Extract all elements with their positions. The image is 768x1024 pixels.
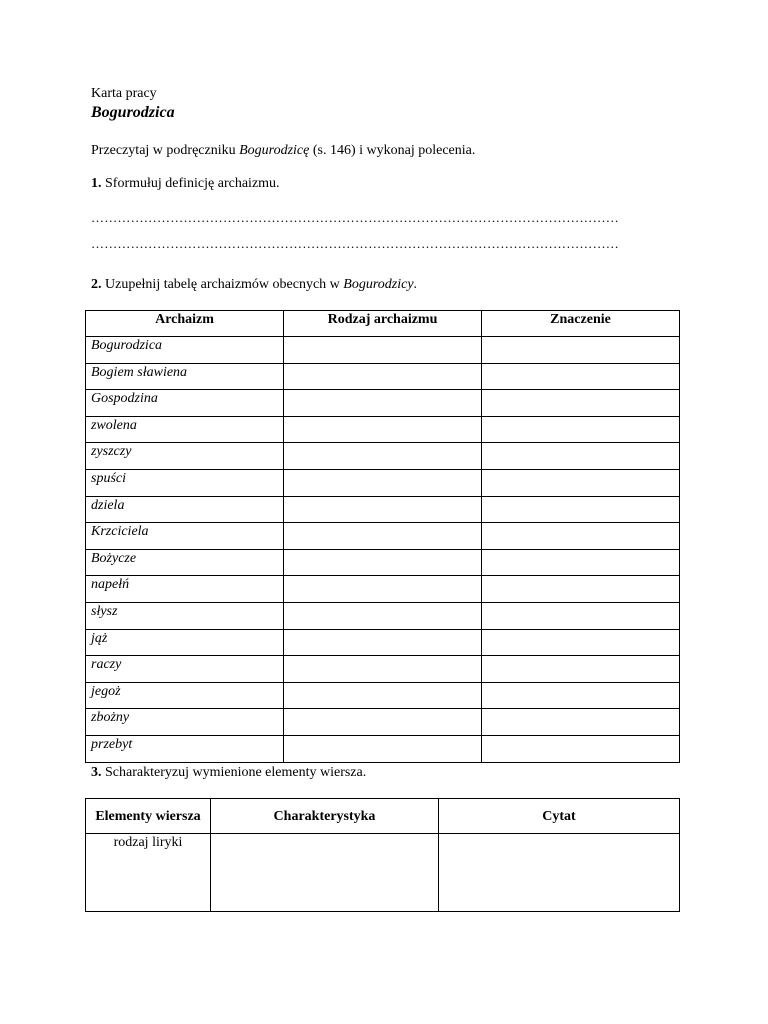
header-quote: Cytat — [439, 799, 680, 834]
type-cell[interactable] — [284, 496, 482, 523]
table-row — [86, 682, 680, 709]
type-cell[interactable] — [284, 443, 482, 470]
meaning-cell[interactable] — [482, 337, 680, 364]
task-3-instruction: 3. Scharakteryzuj wymienione elementy wiersza. — [91, 765, 367, 780]
meaning-cell[interactable] — [482, 629, 680, 656]
archaism-cell: zbożny — [86, 709, 284, 736]
type-cell[interactable] — [284, 682, 482, 709]
type-cell[interactable] — [284, 602, 482, 629]
table-row — [86, 496, 680, 523]
type-cell[interactable] — [284, 629, 482, 656]
type-cell[interactable] — [284, 549, 482, 576]
type-cell[interactable] — [284, 523, 482, 550]
type-cell[interactable] — [284, 709, 482, 736]
meaning-cell[interactable] — [482, 496, 680, 523]
header-archaism-type: Rodzaj archaizmu — [284, 311, 482, 337]
answer-line-1[interactable]: ………………………………………………………………………………………………………… — [91, 210, 619, 225]
intro-instruction: Przeczytaj w podręczniku Bogurodzicę (s. 146) i wykonaj polecenia. — [91, 143, 476, 158]
type-cell[interactable] — [284, 656, 482, 683]
meaning-cell[interactable] — [482, 709, 680, 736]
table-row — [86, 834, 680, 912]
answer-line-2[interactable]: ………………………………………………………………………………………………………… — [91, 236, 619, 251]
page-title: Bogurodzica — [91, 104, 175, 121]
archaism-cell: dziela — [86, 496, 284, 523]
archaism-cell: Gospodzina — [86, 390, 284, 417]
table-row — [86, 709, 680, 736]
type-cell[interactable] — [284, 416, 482, 443]
type-cell[interactable] — [284, 469, 482, 496]
characteristics-cell[interactable] — [211, 834, 439, 912]
type-cell[interactable] — [284, 576, 482, 603]
table-row — [86, 602, 680, 629]
table-row — [86, 443, 680, 470]
table-row — [86, 735, 680, 762]
task-1-instruction: 1. Sformułuj definicję archaizmu. — [91, 176, 280, 191]
archaism-cell: zyszczy — [86, 443, 284, 470]
archaism-cell: Bogurodzica — [86, 337, 284, 364]
archaism-cell: raczy — [86, 656, 284, 683]
meaning-cell[interactable] — [482, 523, 680, 550]
archaism-cell: przebyt — [86, 735, 284, 762]
table-row — [86, 629, 680, 656]
type-cell[interactable] — [284, 337, 482, 364]
meaning-cell[interactable] — [482, 416, 680, 443]
meaning-cell[interactable] — [482, 682, 680, 709]
type-cell[interactable] — [284, 363, 482, 390]
table-header-row — [86, 311, 680, 337]
meaning-cell[interactable] — [482, 443, 680, 470]
archaism-cell: zwolena — [86, 416, 284, 443]
archaism-cell: Bogiem sławiena — [86, 363, 284, 390]
meaning-cell[interactable] — [482, 735, 680, 762]
table-row — [86, 549, 680, 576]
table-header-row — [86, 799, 680, 834]
header-archaism: Archaizm — [86, 311, 284, 337]
meaning-cell[interactable] — [482, 576, 680, 603]
archaism-cell: Bożycze — [86, 549, 284, 576]
table-row — [86, 469, 680, 496]
archaism-cell: napełń — [86, 576, 284, 603]
table-row — [86, 363, 680, 390]
type-cell[interactable] — [284, 735, 482, 762]
header-meaning: Znaczenie — [482, 311, 680, 337]
meaning-cell[interactable] — [482, 602, 680, 629]
meaning-cell[interactable] — [482, 363, 680, 390]
meaning-cell[interactable] — [482, 549, 680, 576]
header-characteristics: Charakterystyka — [211, 799, 439, 834]
poem-elements-table — [85, 798, 680, 912]
table-row — [86, 656, 680, 683]
archaism-cell: spuści — [86, 469, 284, 496]
table-row — [86, 576, 680, 603]
meaning-cell[interactable] — [482, 469, 680, 496]
archaisms-table — [85, 310, 680, 763]
archaism-cell: jegoż — [86, 682, 284, 709]
header-poem-elements: Elementy wiersza — [86, 799, 211, 834]
table-row — [86, 416, 680, 443]
table-row — [86, 390, 680, 417]
table-row — [86, 523, 680, 550]
task-2-instruction: 2. Uzupełnij tabelę archaizmów obecnych w Bogurodzicy. — [91, 277, 418, 292]
quote-cell[interactable] — [439, 834, 680, 912]
table-row — [86, 337, 680, 364]
meaning-cell[interactable] — [482, 656, 680, 683]
meaning-cell[interactable] — [482, 390, 680, 417]
worksheet-subtitle: Karta pracy — [91, 86, 157, 101]
archaism-cell: jąż — [86, 629, 284, 656]
type-cell[interactable] — [284, 390, 482, 417]
element-cell: rodzaj liryki — [86, 834, 211, 912]
archaism-cell: Krzciciela — [86, 523, 284, 550]
archaism-cell: słysz — [86, 602, 284, 629]
